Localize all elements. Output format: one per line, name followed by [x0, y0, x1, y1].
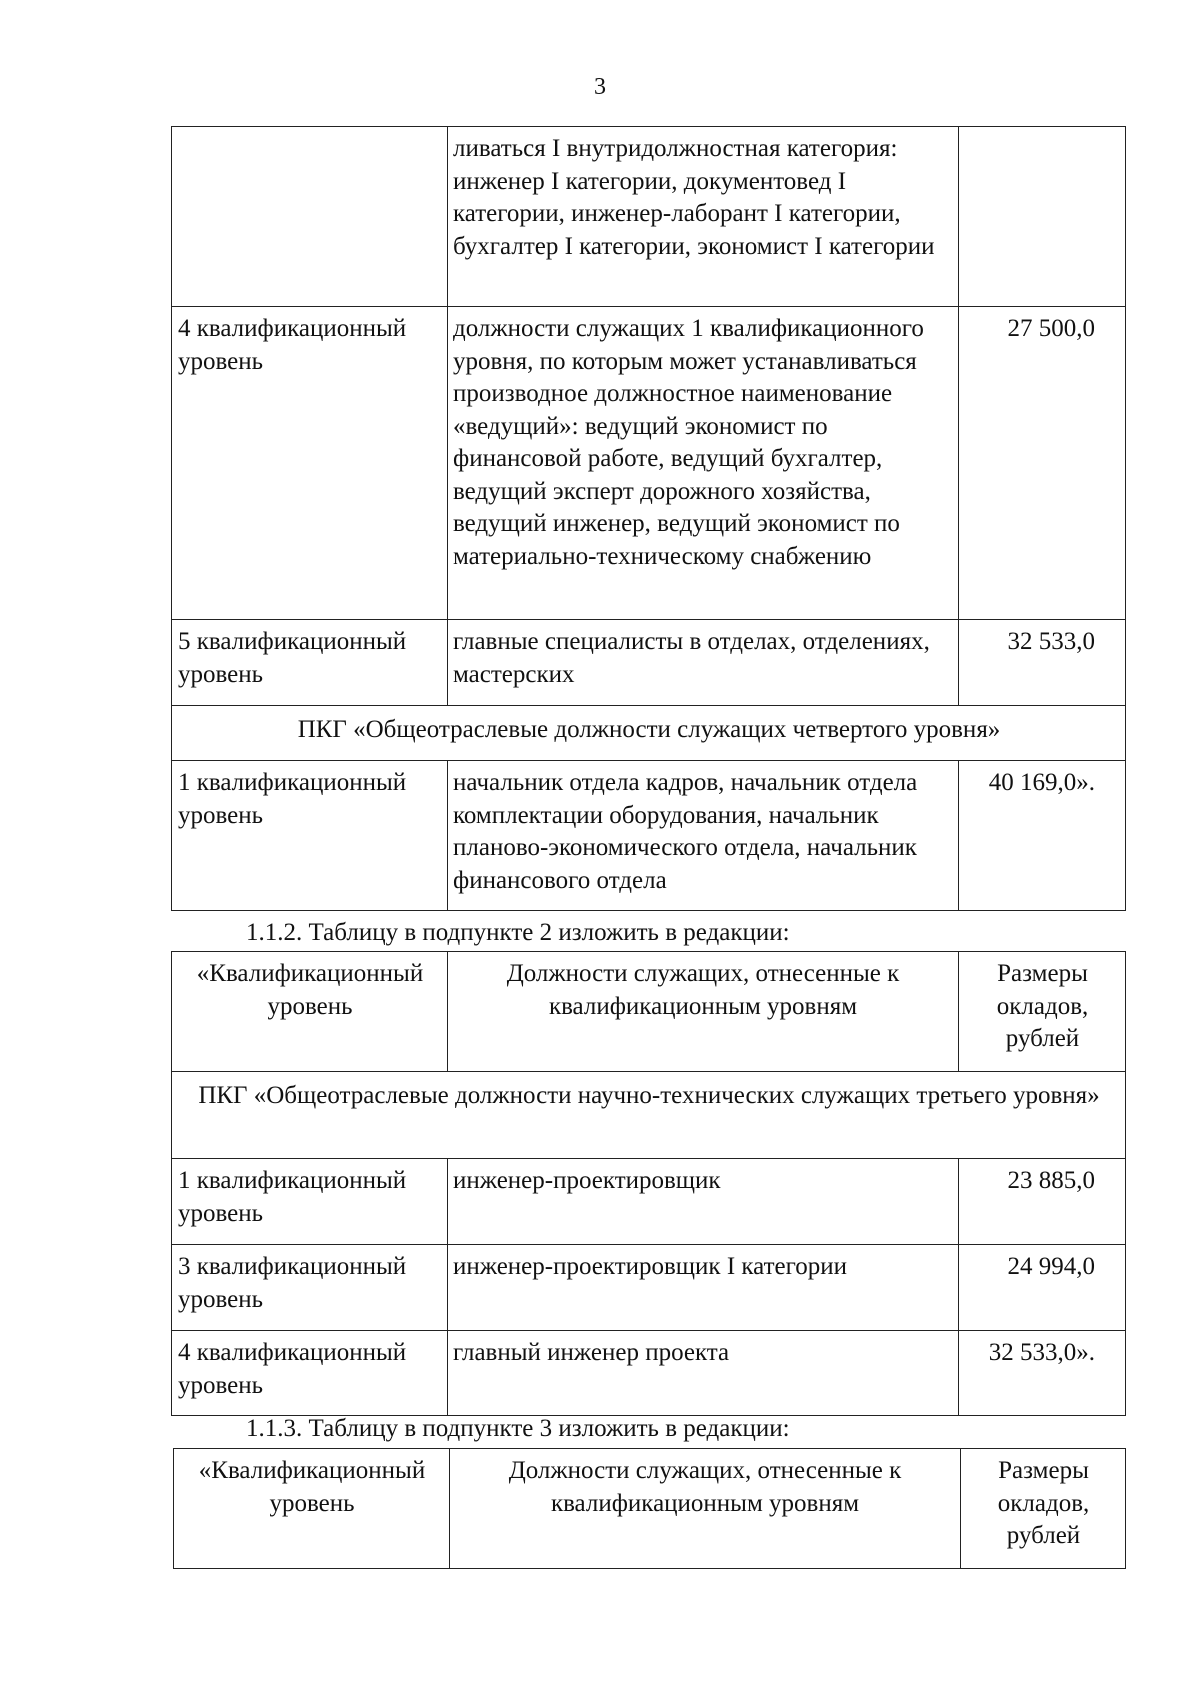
qualification-level-cell: 1 квалификационный уровень — [172, 761, 448, 911]
group-header-row — [172, 706, 1126, 761]
group-header-row — [172, 1072, 1126, 1159]
qualification-level-cell: 3 квалификационный уровень — [172, 1245, 448, 1331]
table-row — [172, 1245, 1126, 1331]
qualification-level-cell: 5 квалификационный уровень — [172, 620, 448, 706]
salary-cell: 24 994,0 — [959, 1245, 1126, 1331]
header-level-cell: «Квалификационный уровень — [174, 1449, 450, 1569]
table-row — [172, 1159, 1126, 1245]
paragraph-1-1-2: 1.1.2. Таблицу в подпункте 2 изложить в редакции: — [246, 919, 790, 946]
qualification-level-cell: 1 квалификационный уровень — [172, 1159, 448, 1245]
table-row — [172, 307, 1126, 620]
header-salary-cell: Размеры окладов, рублей — [959, 952, 1126, 1072]
salary-cell: 40 169,0». — [959, 761, 1126, 911]
salary-cell: 23 885,0 — [959, 1159, 1126, 1245]
salary-cell: 32 533,0 — [959, 620, 1126, 706]
salary-table-2 — [171, 951, 1126, 1416]
positions-cell: главные специалисты в отделах, отделениях, мастерских — [448, 620, 959, 706]
header-positions-cell: Должности служащих, отнесенные к квалификационным уровням — [450, 1449, 961, 1569]
table-row — [172, 761, 1126, 911]
page-number: 3 — [594, 74, 606, 100]
header-salary-cell: Размеры окладов, рублей — [961, 1449, 1126, 1569]
salary-cell: 32 533,0». — [959, 1331, 1126, 1416]
salary-cell — [959, 127, 1126, 307]
salary-table-1 — [171, 126, 1126, 911]
group-title-cell: ПКГ «Общеотраслевые должности научно-технических служащих третьего уровня» — [172, 1072, 1126, 1159]
table-header-row — [172, 952, 1126, 1072]
salary-table-3 — [173, 1448, 1126, 1569]
group-title-cell: ПКГ «Общеотраслевые должности служащих четвертого уровня» — [172, 706, 1126, 761]
table-row — [172, 127, 1126, 307]
positions-cell: главный инженер проекта — [448, 1331, 959, 1416]
header-positions-cell: Должности служащих, отнесенные к квалификационным уровням — [448, 952, 959, 1072]
header-level-cell: «Квалификационный уровень — [172, 952, 448, 1072]
positions-cell: должности служащих 1 квалификационного уровня, по которым может устанавливаться производное должностное наименование «ведущий»: ведущий экономист по финансовой работе, ведущий бухгалтер, ведущий эксперт дорожного хозяйства, ведущий инженер, ведущий экономист по материально-техническому снабжению — [448, 307, 959, 620]
table-header-row — [174, 1449, 1126, 1569]
paragraph-1-1-3: 1.1.3. Таблицу в подпункте 3 изложить в редакции: — [246, 1415, 790, 1442]
positions-cell: инженер-проектировщик I категории — [448, 1245, 959, 1331]
qualification-level-cell: 4 квалификационный уровень — [172, 1331, 448, 1416]
qualification-level-cell: 4 квалификационный уровень — [172, 307, 448, 620]
table-row — [172, 620, 1126, 706]
positions-cell: начальник отдела кадров, начальник отдела комплектации оборудования, начальник планово-экономического отдела, начальник финансового отдела — [448, 761, 959, 911]
salary-cell: 27 500,0 — [959, 307, 1126, 620]
qualification-level-cell — [172, 127, 448, 307]
positions-cell: инженер-проектировщик — [448, 1159, 959, 1245]
positions-cell: ливаться I внутридолжностная категория: инженер I категории, документовед I категории, инженер-лаборант I категории, бухгалтер I категории, экономист I категории — [448, 127, 959, 307]
table-row — [172, 1331, 1126, 1416]
